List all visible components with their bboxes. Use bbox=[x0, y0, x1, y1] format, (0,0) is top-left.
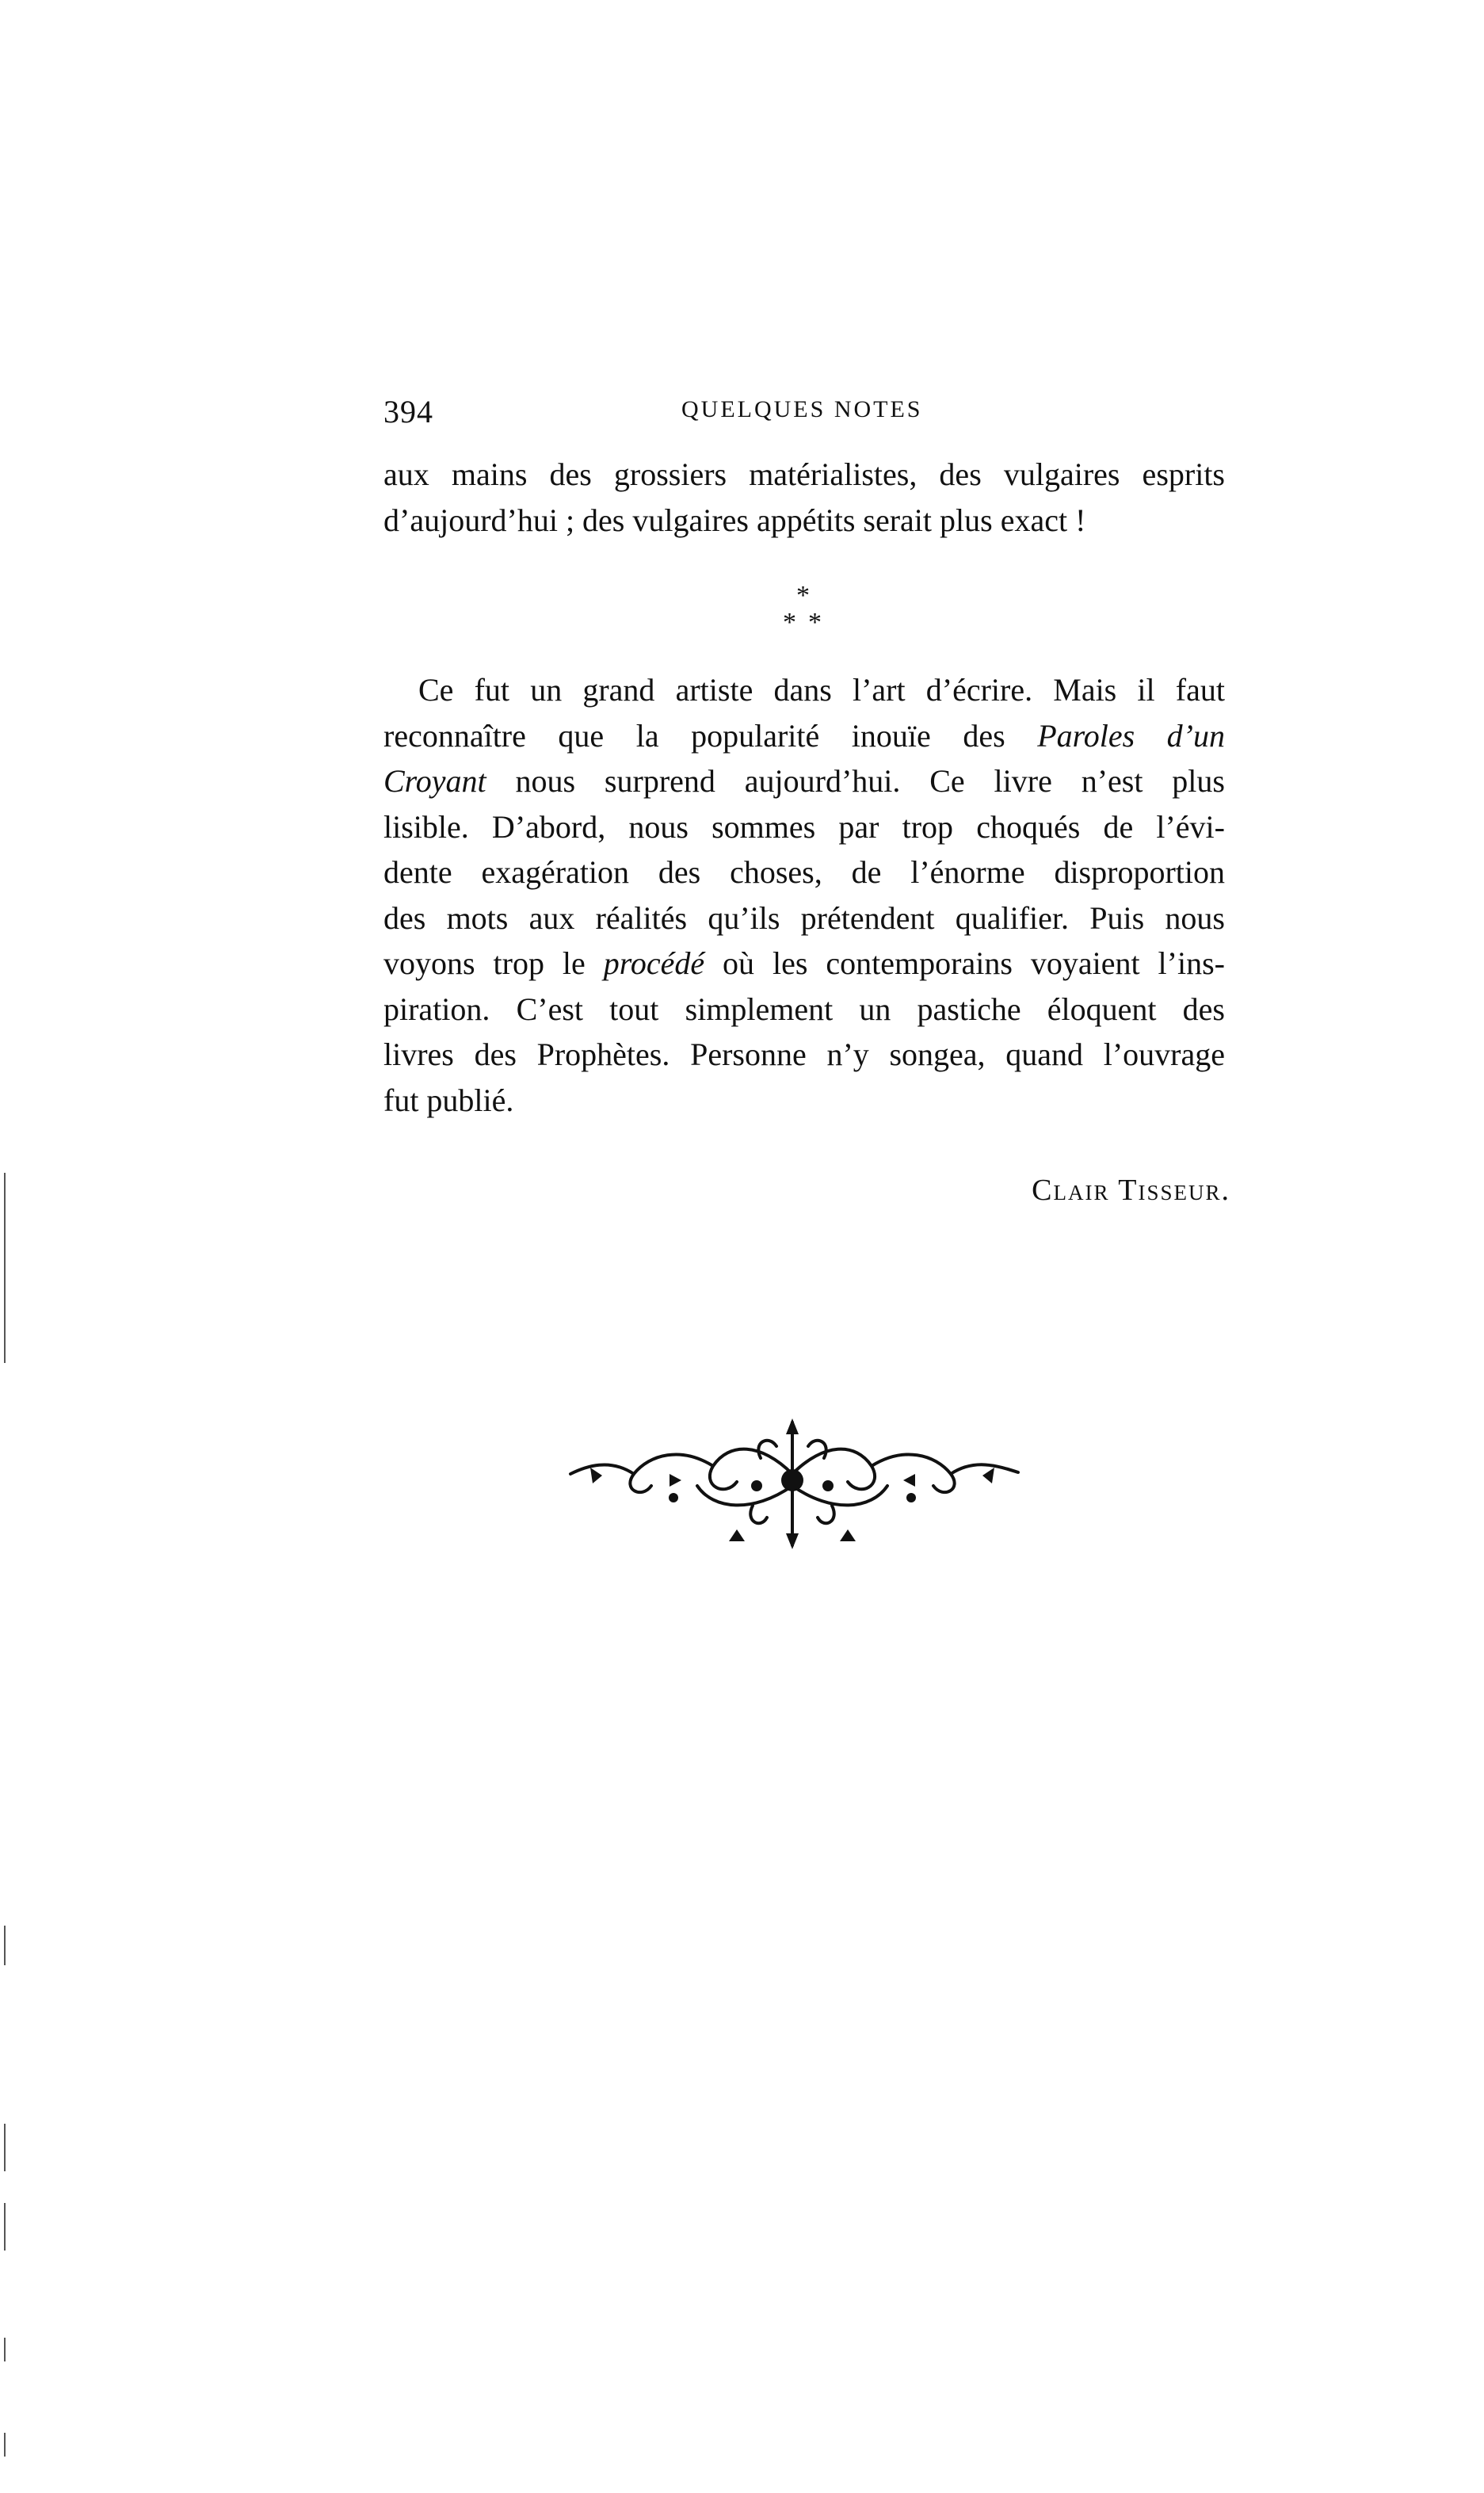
text-line: livres des Prophètes. Personne n’y songea, quand l’ouvrage bbox=[383, 1037, 1225, 1072]
text-run: nous surprend aujourd’hui. Ce livre n’est plus bbox=[486, 763, 1225, 799]
text-run: voyons trop le bbox=[383, 945, 604, 981]
asterism-star: * bbox=[808, 608, 822, 637]
text-line: d’aujourd’hui ; des vulgaires appétits serait plus exact ! bbox=[383, 502, 1086, 538]
text-line bbox=[383, 713, 1225, 759]
italic-word: procédé bbox=[603, 945, 705, 981]
text-line: piration. C’est tout simplement un pastiche éloquent des bbox=[383, 991, 1225, 1027]
book-title-italic: Croyant bbox=[383, 763, 486, 799]
author-signature: Clair Tisseur. bbox=[1032, 1174, 1230, 1207]
text-line bbox=[383, 758, 1225, 804]
text-line: lisible. D’abord, nous sommes par trop choqués de l’évi- bbox=[383, 808, 1225, 845]
text-line bbox=[383, 941, 1225, 987]
text-line: Ce fut un grand artiste dans l’art d’écrire. Mais il faut bbox=[418, 672, 1225, 708]
margin-lines bbox=[0, 0, 32, 2489]
paragraph bbox=[383, 667, 1225, 1123]
text-line: dente exagération des choses, de l’énorme disproportion bbox=[383, 854, 1225, 890]
asterism-separator bbox=[737, 581, 822, 638]
scan-margin-marks bbox=[0, 0, 32, 2489]
page-header bbox=[383, 393, 1233, 441]
text-run: où les contemporains voyaient l’ins- bbox=[704, 945, 1225, 981]
text-line: fut publié. bbox=[383, 1082, 514, 1118]
text-run: reconnaître que la popularité inouïe des bbox=[383, 717, 1038, 754]
text-line: des mots aux réalités qu’ils prétendent qualifier. Puis nous bbox=[383, 899, 1225, 936]
text-line: aux mains des grossiers matérialistes, des vulgaires esprits bbox=[383, 456, 1225, 492]
book-title-italic: Paroles d’un bbox=[1037, 717, 1225, 754]
running-head: QUELQUES NOTES bbox=[681, 396, 923, 422]
asterism-star: * bbox=[796, 581, 810, 610]
asterism-star: * bbox=[783, 608, 796, 637]
page-number: 394 bbox=[383, 394, 433, 429]
decorative-fleuron-ornament bbox=[555, 1411, 1030, 1553]
continued-text bbox=[383, 452, 1225, 543]
